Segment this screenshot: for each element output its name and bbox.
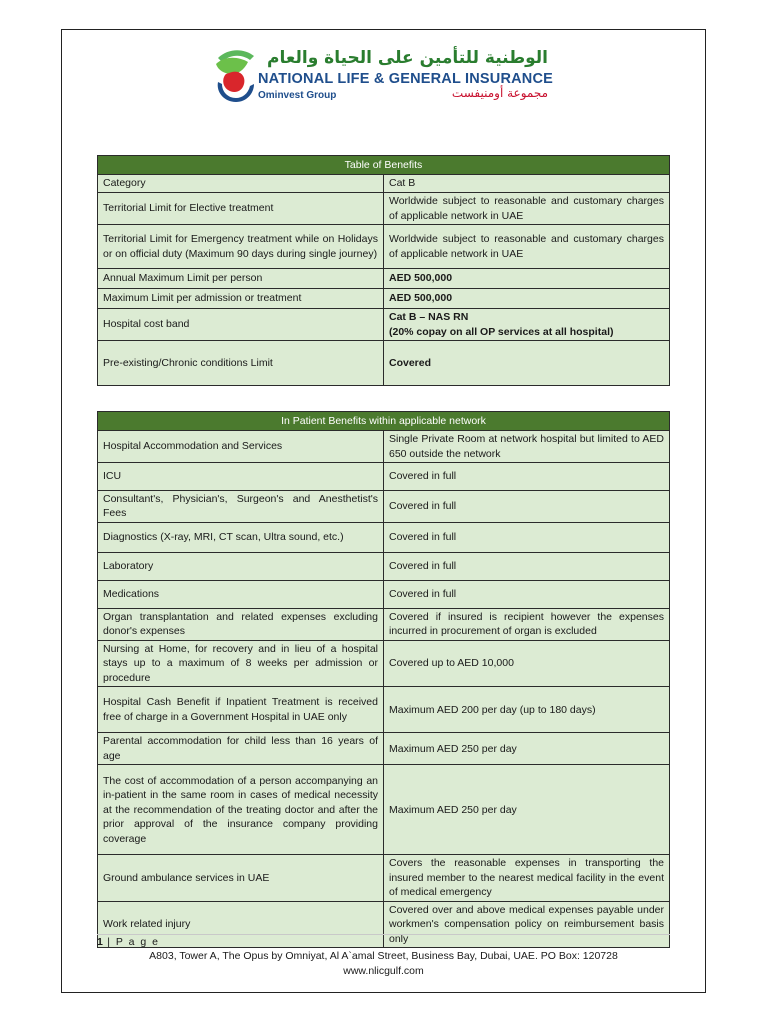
table-row [98, 733, 670, 765]
row-label: Annual Maximum Limit per person [98, 269, 384, 289]
row-value: Covered in full [384, 552, 670, 580]
table-row [98, 225, 670, 269]
row-label: Pre-existing/Chronic conditions Limit [98, 341, 384, 386]
benefits-table [97, 155, 670, 386]
table-title: In Patient Benefits within applicable network [98, 412, 670, 431]
inpatient-table [97, 411, 670, 948]
row-label: Diagnostics (X-ray, MRI, CT scan, Ultra sound, etc.) [98, 522, 384, 552]
table-row [98, 175, 670, 193]
table-row [98, 580, 670, 608]
page-number-value: 1 [97, 936, 103, 948]
row-value [384, 309, 670, 341]
company-name-arabic: الوطنية للتأمين على الحياة والعام [267, 48, 548, 68]
row-label: Medications [98, 580, 384, 608]
table-row [98, 608, 670, 640]
row-label: Hospital Accommodation and Services [98, 431, 384, 463]
row-value: Covered in full [384, 522, 670, 552]
row-value: Maximum AED 250 per day [384, 733, 670, 765]
table-row [98, 309, 670, 341]
table-row [98, 341, 670, 386]
table-row [98, 901, 670, 947]
row-value: Maximum AED 200 per day (up to 180 days) [384, 687, 670, 733]
page-number: 1 | P a g e [97, 936, 160, 948]
row-value: AED 500,000 [384, 269, 670, 289]
footer-divider [97, 934, 670, 935]
hospital-band-copay: (20% copay on all OP services at all hospital) [389, 325, 614, 338]
row-value: Worldwide subject to reasonable and customary charges of applicable network in UAE [384, 225, 670, 269]
footer-website: www.nlicgulf.com [343, 965, 424, 977]
group-name-english: Ominvest Group [258, 90, 337, 101]
row-value: Covered in full [384, 491, 670, 523]
row-label: Organ transplantation and related expenses excluding donor's expenses [98, 608, 384, 640]
row-label: The cost of accommodation of a person accompanying an in-patient in the same room in cases of medical necessity at the recommendation of the treating doctor and after the prior approval of the insurance company providing coverage [98, 765, 384, 855]
row-value: Covers the reasonable expenses in transporting the insured member to the nearest medical facility in the event of medical emergency [384, 855, 670, 901]
row-label: Nursing at Home, for recovery and in lieu of a hospital stays up to a maximum of 8 weeks per admission or procedure [98, 640, 384, 686]
row-label: Hospital Cash Benefit if Inpatient Treatment is received free of charge in a Government Hospital in UAE only [98, 687, 384, 733]
row-value: Covered up to AED 10,000 [384, 640, 670, 686]
row-label: Ground ambulance services in UAE [98, 855, 384, 901]
table-title: Table of Benefits [98, 156, 670, 175]
table-row [98, 431, 670, 463]
row-value: Single Private Room at network hospital but limited to AED 650 outside the network [384, 431, 670, 463]
row-label: Maximum Limit per admission or treatment [98, 289, 384, 309]
footer-address: A803, Tower A, The Opus by Omniyat, Al A`amal Street, Business Bay, Dubai, UAE. PO Box: 120728 [149, 950, 618, 962]
row-label: Laboratory [98, 552, 384, 580]
table-row [98, 522, 670, 552]
group-name-arabic: مجموعة أومنيفست [451, 86, 548, 100]
table-row [98, 289, 670, 309]
row-value: Maximum AED 250 per day [384, 765, 670, 855]
row-value: Covered in full [384, 580, 670, 608]
row-label: Hospital cost band [98, 309, 384, 341]
table-row [98, 491, 670, 523]
table-row [98, 193, 670, 225]
table-row [98, 269, 670, 289]
row-value: Covered if insured is recipient however the expenses incurred in procurement of organ is excluded [384, 608, 670, 640]
page-label: P a g e [115, 936, 160, 948]
row-label: ICU [98, 463, 384, 491]
row-label: Parental accommodation for child less than 16 years of age [98, 733, 384, 765]
row-value: Covered over and above medical expenses payable under workmen's compensation policy on reimbursement basis only [384, 901, 670, 947]
row-value: Covered in full [384, 463, 670, 491]
table-row [98, 765, 670, 855]
table-row [98, 855, 670, 901]
table-row [98, 640, 670, 686]
row-label: Work related injury [98, 901, 384, 947]
table-row [98, 687, 670, 733]
row-value: Worldwide subject to reasonable and customary charges of applicable network in UAE [384, 193, 670, 225]
row-label: Consultant's, Physician's, Surgeon's and Anesthetist's Fees [98, 491, 384, 523]
table-row [98, 552, 670, 580]
row-label: Territorial Limit for Emergency treatment while on Holidays or on official duty (Maximum 90 days during single journey) [98, 225, 384, 269]
row-value: Covered [384, 341, 670, 386]
row-value: AED 500,000 [384, 289, 670, 309]
row-label: Territorial Limit for Elective treatment [98, 193, 384, 225]
table-row [98, 463, 670, 491]
row-label: Category [98, 175, 384, 193]
row-value: Cat B [384, 175, 670, 193]
hospital-band-line: Cat B – NAS RN [389, 311, 469, 324]
company-name-english: NATIONAL LIFE & GENERAL INSURANCE [258, 71, 553, 87]
